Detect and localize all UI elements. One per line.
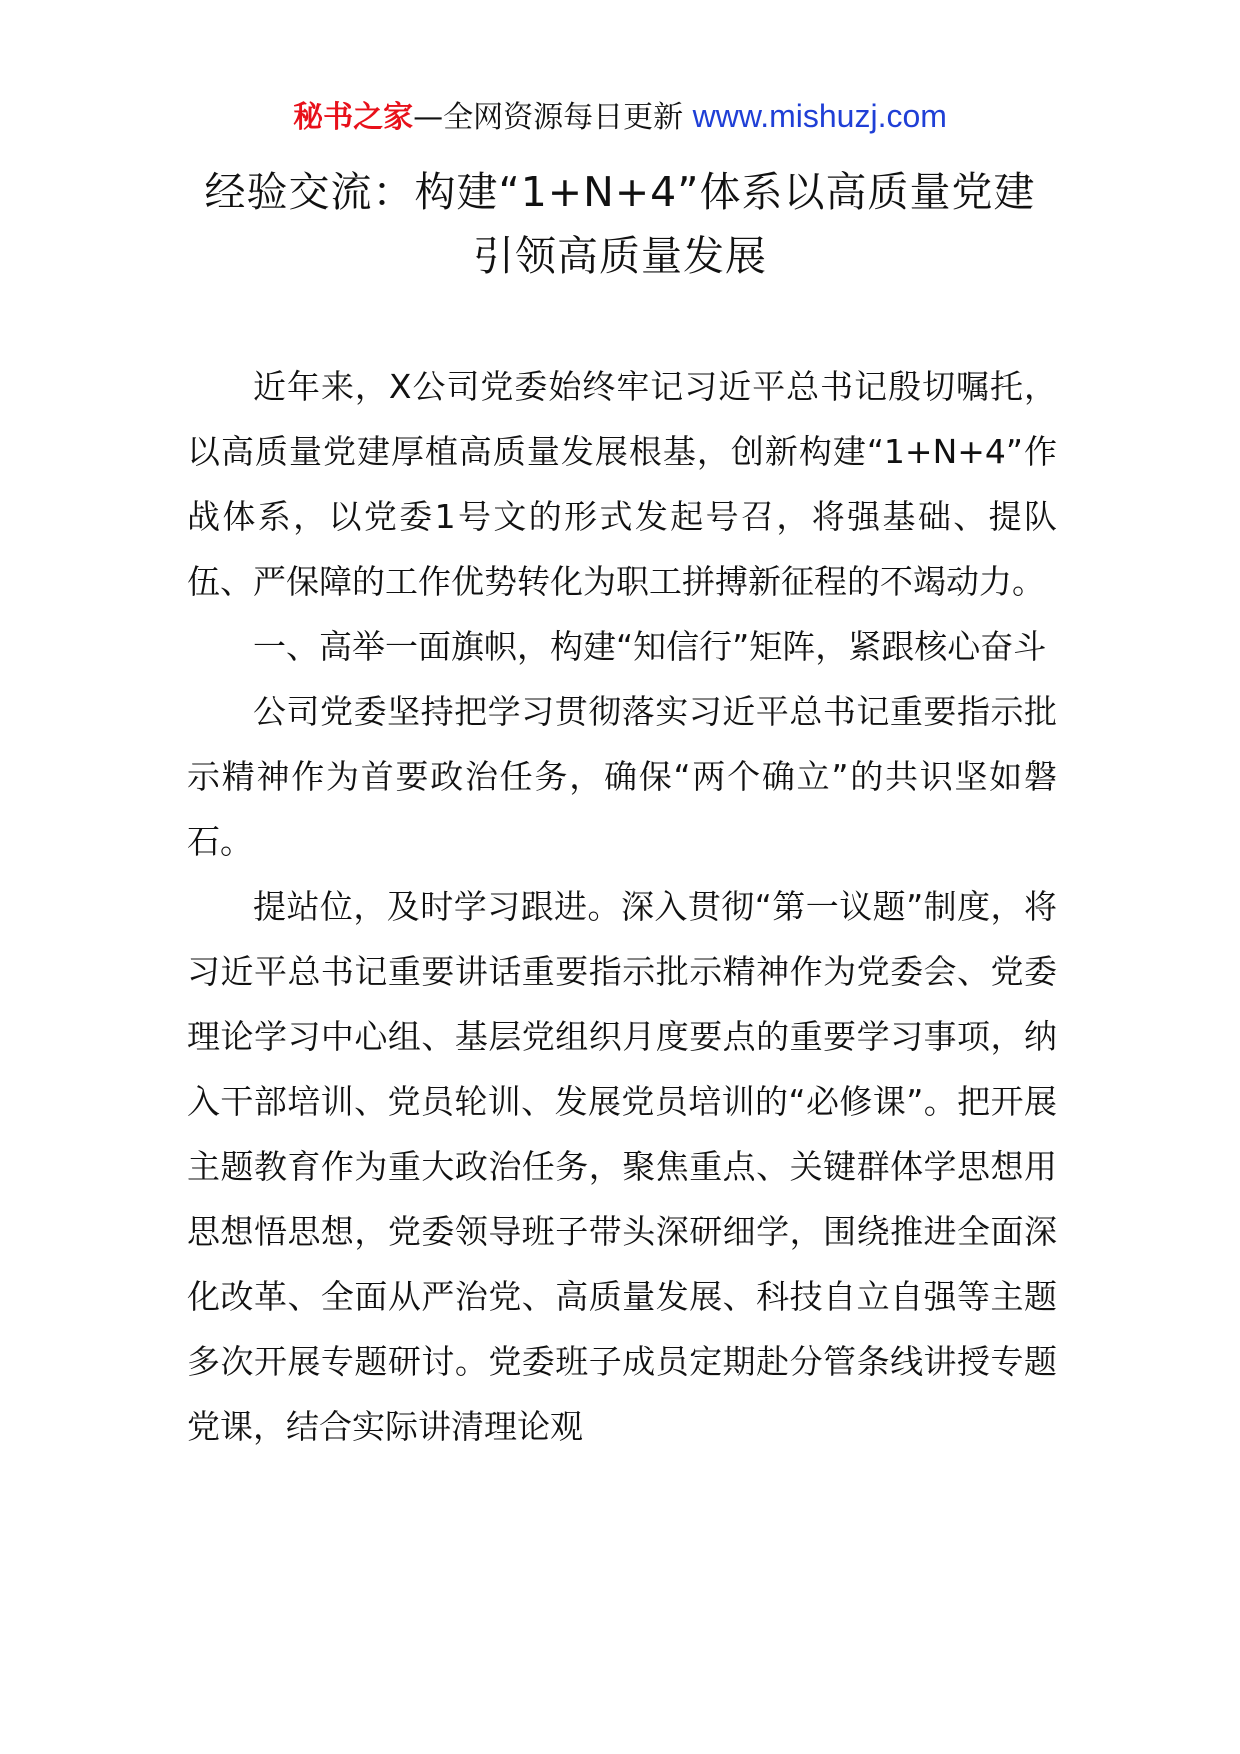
paragraph-section-1-detail: 提站位，及时学习跟进。深入贯彻“第一议题”制度，将习近平总书记重要讲话重要指示批示精神作为党委会、党委理论学习中心组、基层党组织月度要点的重要学习事项，纳入干部培训、党员轮训、发展党员培训的“必修课”。把开展主题教育作为重大政治任务，聚焦重点、关键群体学思想用思想悟思想，党委领导班子带头深研细学，围绕推进全面深化改革、全面从严治党、高质量发展、科技自立自强等主题多次开展专题研讨。党委班子成员定期赴分管条线讲授专题党课，结合实际讲清理论观 <box>187 887 1057 1446</box>
brand-name: 秘书之家 <box>293 100 414 135</box>
header-slogan: —全网资源每日更新 <box>413 100 684 135</box>
paragraph-intro: 近年来，X公司党委始终牢记习近平总书记殷切嘱托，以高质量党建厚植高质量发展根基，创新构建“1+N+4”作战体系，以党委1号文的形式发起号召，将强基础、提队伍、严保障的工作优势转化为职工拼搏新征程的不竭动力。 <box>187 367 1057 601</box>
section-heading-1: 一、高举一面旗帜，构建“知信行”矩阵，紧跟核心奋斗 <box>253 627 1047 666</box>
paragraph-section-1-summary: 公司党委坚持把学习贯彻落实习近平总书记重要指示批示精神作为首要政治任务，确保“两个确立”的共识坚如磐石。 <box>187 692 1057 861</box>
title-line-2: 引领高质量发展 <box>473 232 767 280</box>
title-line-1: 经验交流：构建“1+N+4”体系以高质量党建 <box>204 168 1036 216</box>
site-header <box>0 96 1240 138</box>
document-title <box>150 160 1090 288</box>
document-body <box>187 354 1057 1459</box>
site-url-link[interactable]: www.mishuzj.com <box>692 98 947 134</box>
